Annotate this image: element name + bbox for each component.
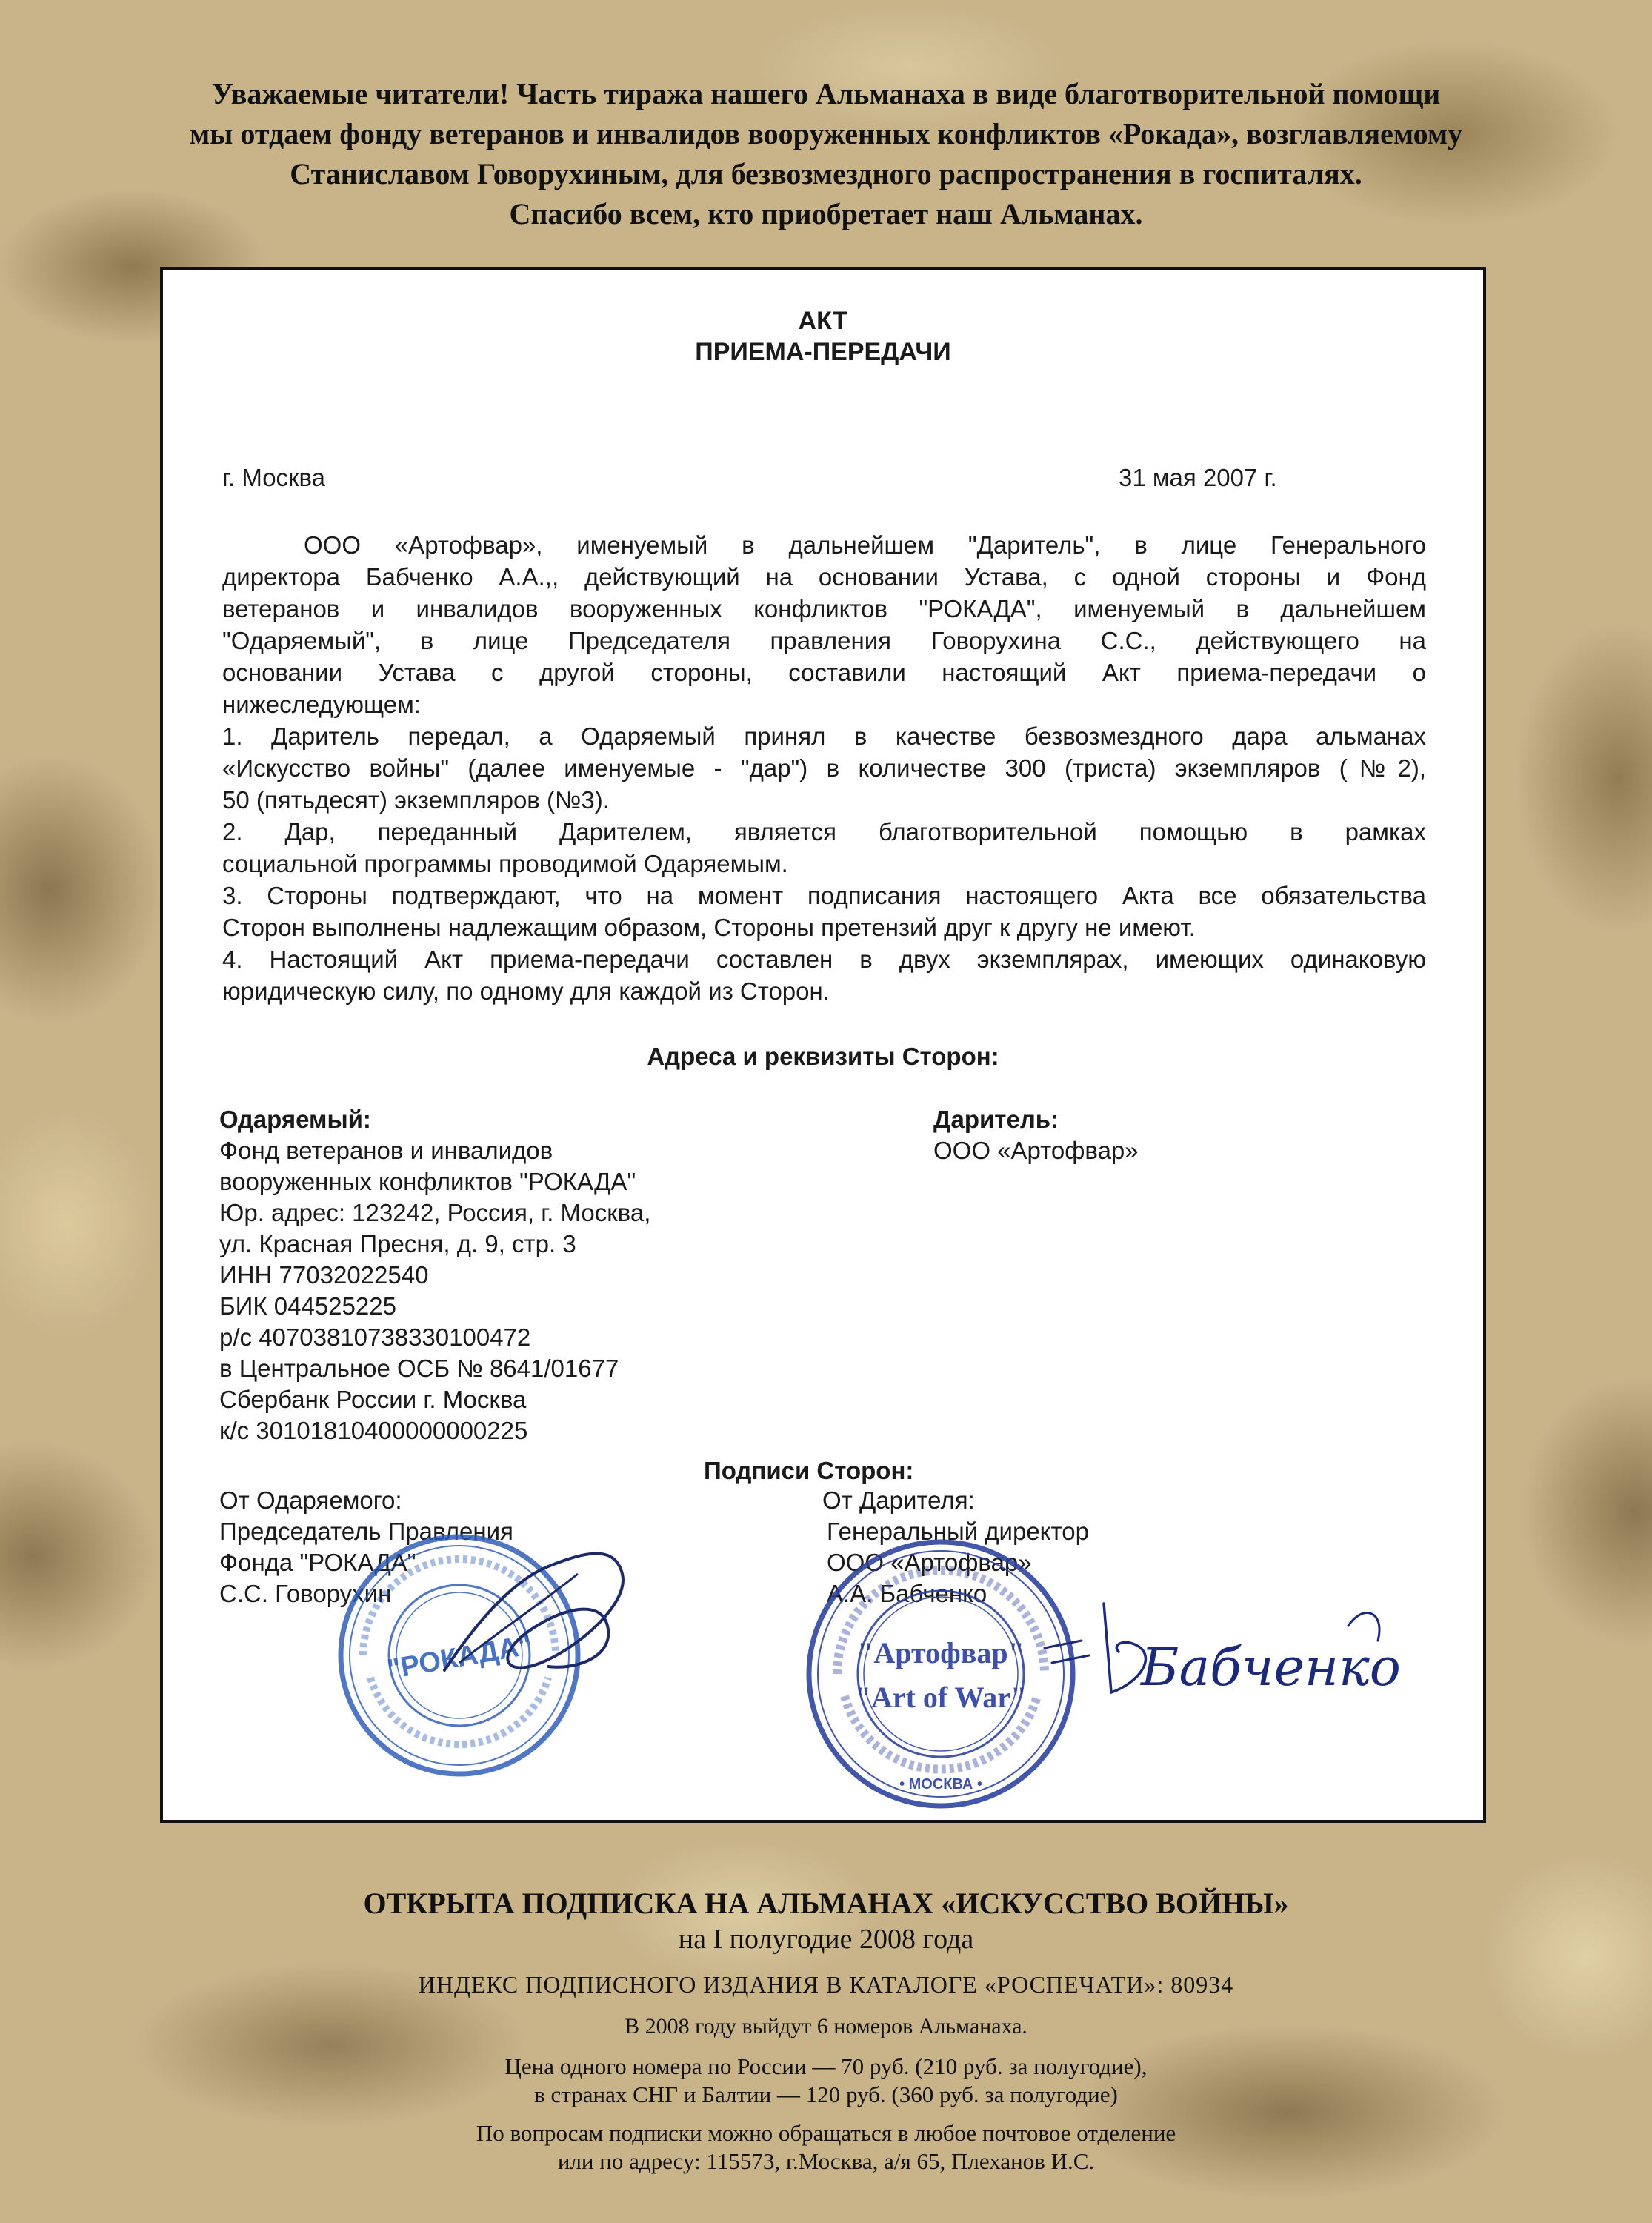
clause-line: юридическую силу, по одному для каждой из Сторон. bbox=[222, 977, 830, 1005]
clause-line: 1. Даритель передал, а Одаряемый принял в качестве безвозмездного дара альманах bbox=[222, 722, 1426, 750]
act-subtitle: ПРИЕМА-ПЕРЕДАЧИ bbox=[695, 338, 951, 366]
donor-line: ООО «Артофвар» bbox=[933, 1137, 1139, 1164]
act-city: г. Москва bbox=[222, 464, 326, 491]
donor-details bbox=[933, 1104, 1378, 1166]
subscription-heading: ОТКРЫТА ПОДПИСКА НА АЛЬМАНАХ «ИСКУССТВО ВОЙНЫ» bbox=[363, 1887, 1289, 1920]
intro-line: ООО «Артофвар», именуемый в дальнейшем "Даритель", в лице Генерального bbox=[304, 531, 1426, 559]
intro-line: ветеранов и инвалидов вооруженных конфликтов "РОКАДА", именуемый в дальнейшем bbox=[222, 595, 1426, 622]
clause-line: 2. Дар, переданный Дарителем, является благотворительной помощью в рамках bbox=[222, 818, 1426, 845]
recipient-line: Сбербанк России г. Москва bbox=[219, 1386, 527, 1413]
recipient-sign-line: Фонда "РОКАДА" bbox=[219, 1549, 416, 1576]
recipient-line: р/с 40703810738330100472 bbox=[219, 1323, 531, 1351]
notice-line: Уважаемые читатели! Часть тиража нашего Альманаха в виде благотворительной помощи bbox=[211, 77, 1441, 110]
donor-sign-line: ООО «Артофвар» bbox=[827, 1549, 1032, 1576]
clause-line: социальной программы проводимой Одаряемым. bbox=[222, 850, 788, 877]
act-document bbox=[160, 267, 1486, 1823]
act-title: АКТ bbox=[798, 307, 848, 335]
notice-line: Спасибо всем, кто приобретает наш Альманах. bbox=[509, 197, 1143, 230]
artofwar-seal-top-text: "Артофвар" bbox=[857, 1636, 1025, 1669]
clause-line: 3. Стороны подтверждают, что на момент подписания настоящего Акта все обязательства bbox=[222, 882, 1426, 909]
recipient-line: вооруженных конфликтов "РОКАДА" bbox=[219, 1168, 636, 1195]
price-line: Цена одного номера по России — 70 руб. (210 руб. за полугодие), bbox=[504, 2053, 1148, 2079]
intro-line: нижеследующем: bbox=[222, 691, 421, 718]
rokada-seal-text: "РОКАДА" bbox=[384, 1629, 535, 1686]
addresses-heading: Адреса и реквизиты Сторон: bbox=[647, 1043, 999, 1070]
subscription-period: на I полугодие 2008 года bbox=[678, 1924, 974, 1955]
donor-signature bbox=[1037, 1581, 1408, 1729]
recipient-sign-line: Председатель Правления bbox=[219, 1518, 513, 1545]
subscription-price bbox=[111, 2053, 1541, 2109]
recipient-line: в Центральное ОСБ № 8641/01677 bbox=[219, 1355, 619, 1382]
act-clause-1 bbox=[222, 720, 1426, 816]
recipient-line: ИНН 77032022540 bbox=[219, 1261, 429, 1289]
signatures-heading: Подписи Сторон: bbox=[704, 1457, 914, 1484]
donor-sign-line: От Дарителя: bbox=[822, 1486, 975, 1514]
clause-line: Сторон выполнены надлежащим образом, Стороны претензий друг к другу не имеют. bbox=[222, 914, 1196, 941]
intro-line: "Одаряемый", в лице Председателя правления Говорухина С.С., действующего на bbox=[222, 627, 1426, 654]
contact-line: или по адресу: 115573, г.Москва, а/я 65, Плеханов И.С. bbox=[557, 2148, 1095, 2174]
act-date: 31 мая 2007 г. bbox=[1119, 464, 1277, 491]
recipient-sign-line: От Одаряемого: bbox=[219, 1486, 402, 1514]
top-notice bbox=[111, 74, 1541, 234]
clause-line: 4. Настоящий Акт приема-передачи составлен в двух экземплярах, имеющих одинаковую bbox=[222, 946, 1426, 973]
recipient-sign-line: С.С. Говорухин bbox=[219, 1580, 392, 1607]
contact-line: По вопросам подписки можно обращаться в любое почтовое отделение bbox=[476, 2120, 1176, 2146]
clause-line: «Искусство войны" (далее именуемые - "дар") в количестве 300 (триста) экземпляров (№2), bbox=[222, 754, 1426, 782]
subscription-contact bbox=[111, 2119, 1541, 2176]
price-line: в странах СНГ и Балтии — 120 руб. (360 руб. за полугодие) bbox=[534, 2081, 1118, 2107]
recipient-line: БИК 044525225 bbox=[219, 1292, 396, 1320]
notice-line: мы отдаем фонду ветеранов и инвалидов вооруженных конфликтов «Рокада», возглавляемому bbox=[189, 117, 1463, 150]
donor-sign-line: А.А. Бабченко bbox=[827, 1580, 987, 1607]
act-clause-2 bbox=[222, 816, 1426, 880]
act-clause-3 bbox=[222, 880, 1426, 943]
artofwar-seal-bottom-text: "Art of War" bbox=[854, 1681, 1027, 1714]
recipient-line: Фонд ветеранов и инвалидов bbox=[219, 1137, 553, 1164]
artofwar-seal-city-text: • МОСКВА • bbox=[899, 1776, 982, 1792]
clause-line: 50 (пятьдесят) экземпляров (№3). bbox=[222, 786, 610, 814]
recipient-line: ул. Красная Пресня, д. 9, стр. 3 bbox=[219, 1230, 576, 1257]
intro-line: основании Устава с другой стороны, составили настоящий Акт приема-передачи о bbox=[222, 659, 1426, 686]
act-clause-4 bbox=[222, 943, 1426, 1007]
recipient-line: к/с 30101810400000000225 bbox=[219, 1417, 528, 1444]
notice-line: Станиславом Говорухиным, для безвозмездного распространения в госпиталях. bbox=[290, 157, 1362, 190]
recipient-details bbox=[219, 1104, 812, 1446]
intro-line: директора Бабченко А.А.,, действующий на основании Устава, с одной стороны и Фонд bbox=[222, 563, 1426, 591]
subscription-issues: В 2008 году выйдут 6 номеров Альманаха. bbox=[625, 2014, 1027, 2038]
donor-sign-line: Генеральный директор bbox=[827, 1518, 1089, 1545]
donor-heading: Даритель: bbox=[933, 1106, 1059, 1133]
subscription-index: ИНДЕКС ПОДПИСНОГО ИЗДАНИЯ В КАТАЛОГЕ «РОСПЕЧАТИ»: 80934 bbox=[418, 1971, 1234, 1998]
recipient-signature-scribble bbox=[430, 1522, 652, 1692]
donor-signature-text: Бабченко bbox=[1141, 1637, 1401, 1698]
act-intro bbox=[222, 529, 1426, 720]
recipient-heading: Одаряемый: bbox=[219, 1106, 371, 1133]
recipient-line: Юр. адрес: 123242, Россия, г. Москва, bbox=[219, 1199, 651, 1226]
